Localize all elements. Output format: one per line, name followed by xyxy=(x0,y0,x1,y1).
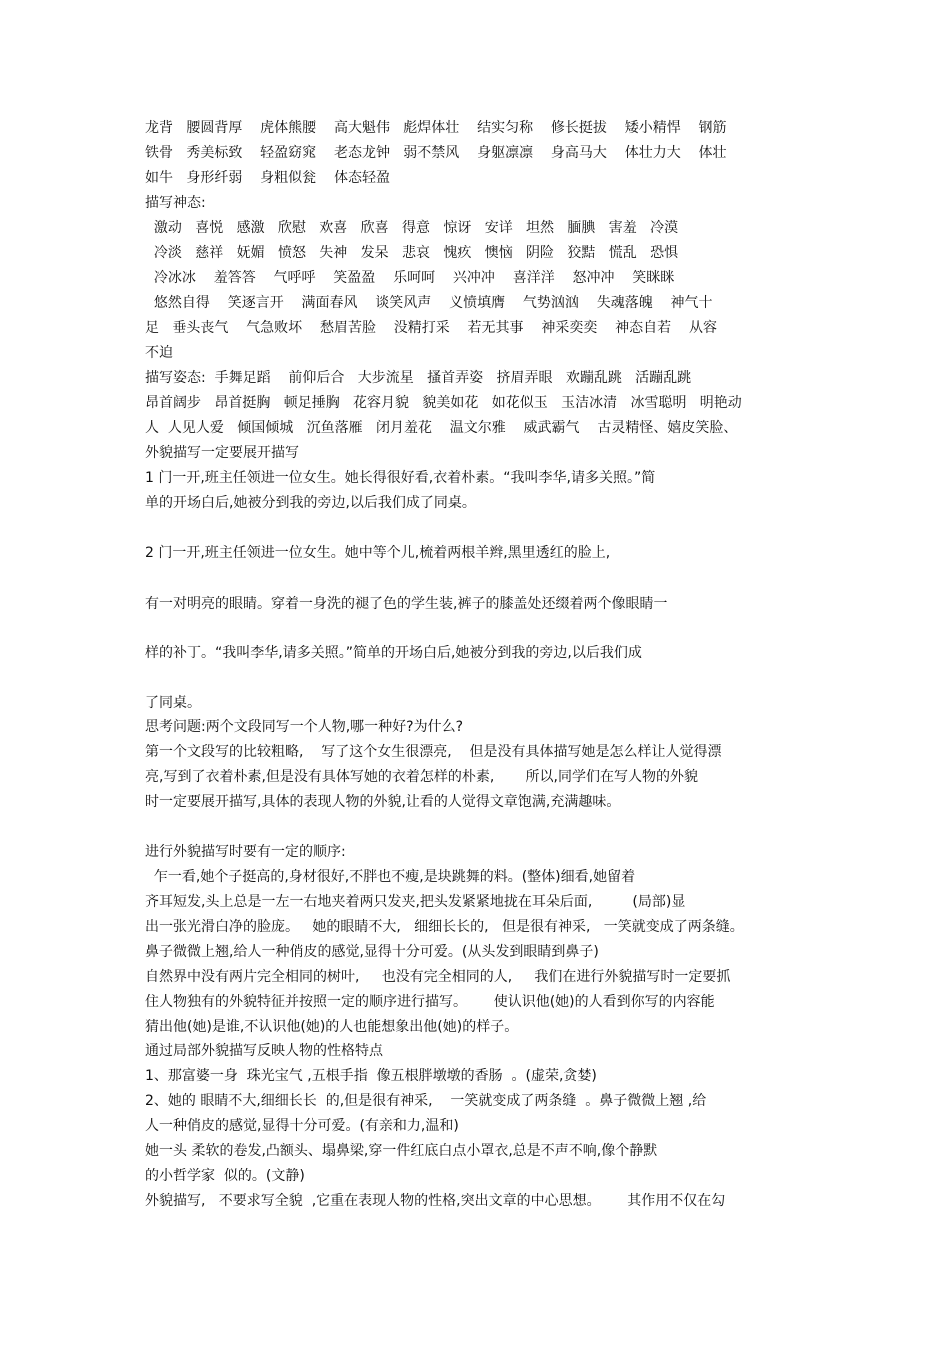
text-line: 单的开场白后,她被分到我的旁边,以后我们成了同桌。 xyxy=(145,495,476,511)
text-line: 人 人见人爱 倾国倾城 沉鱼落雁 闭月羞花 温文尔雅 威武霸气 古灵精怪、嬉皮笑脸、 xyxy=(145,420,738,436)
text-line: 她一头 柔软的卷发,凸额头、塌鼻梁,穿一件红底白点小罩衣,总是不声不响,像个静默 xyxy=(145,1143,658,1159)
text-line: 住人物独有的外貌特征并按照一定的顺序进行描写。 使认识他(她)的人看到你写的内容能 xyxy=(145,994,715,1010)
text-line: 有一对明亮的眼睛。穿着一身洗的褪了色的学生装,裤子的膝盖处还缀着两个像眼睛一 xyxy=(145,596,668,612)
section-heading: 描写神态: xyxy=(145,195,206,211)
text-line: 外貌描写, 不要求写全貌 ,它重在表现人物的性格,突出文章的中心思想。 其作用不仅在勾 xyxy=(145,1193,726,1209)
text-line: 昂首阔步 昂首挺胸 顿足捶胸 花容月貌 貌美如花 如花似玉 玉洁冰清 冰雪聪明 明艳动 xyxy=(145,395,742,411)
text-line: 悠然自得 笑逐言开 满面春风 谈笑风声 义愤填膺 气势汹汹 失魂落魄 神气十 xyxy=(145,295,713,311)
section-heading: 通过局部外貌描写反映人物的性格特点 xyxy=(145,1043,383,1059)
text-line: 不迫 xyxy=(145,345,173,361)
text-line: 时一定要展开描写,具体的表现人物的外貌,让看的人觉得文章饱满,充满趣味。 xyxy=(145,794,621,810)
text-line: 龙背 腰圆背厚 虎体熊腰 高大魁伟 彪焊体壮 结实匀称 修长挺拔 矮小精悍 钢筋 xyxy=(145,120,727,136)
text-line: 冷冰冰 羞答答 气呼呼 笑盈盈 乐呵呵 兴冲冲 喜洋洋 怒冲冲 笑眯眯 xyxy=(145,270,675,286)
question-line: 思考问题:两个文段同写一个人物,哪一种好?为什么? xyxy=(145,719,464,735)
text-line: 足 垂头丧气 气急败坏 愁眉苦脸 没精打采 若无其事 神采奕奕 神态自若 从容 xyxy=(145,320,717,336)
text-line: 猜出他(她)是谁,不认识他(她)的人也能想象出他(她)的样子。 xyxy=(145,1019,519,1035)
text-line: 铁骨 秀美标致 轻盈窈窕 老态龙钟 弱不禁风 身躯凛凛 身高马大 体壮力大 体壮 xyxy=(145,145,727,161)
text-line: 鼻子微微上翘,给人一种俏皮的感觉,显得十分可爱。(从头发到眼睛到鼻子) xyxy=(145,944,599,960)
section-heading: 描写姿态: 手舞足蹈 前仰后合 大步流星 搔首弄姿 挤眉弄眼 欢蹦乱跳 活蹦乱跳 xyxy=(145,370,692,386)
text-line: 人一种俏皮的感觉,显得十分可爱。(有亲和力,温和) xyxy=(145,1118,459,1134)
text-line: 了同桌。 xyxy=(145,695,201,711)
text-line: 激动 喜悦 感激 欣慰 欢喜 欣喜 得意 惊讶 安详 坦然 腼腆 害羞 冷漠 xyxy=(145,220,679,236)
text-line: 出一张光滑白净的脸庞。 她的眼睛不大, 细细长长的, 但是很有神采, 一笑就变成了两条缝。 xyxy=(145,919,744,935)
text-line: 自然界中没有两片完全相同的树叶, 也没有完全相同的人, 我们在进行外貌描写时一定要抓 xyxy=(145,969,731,985)
section-heading: 外貌描写一定要展开描写 xyxy=(145,445,299,461)
text-line: 1、那富婆一身 珠光宝气 ,五根手指 像五根胖墩墩的香肠 。(虚荣,贪婪) xyxy=(145,1068,597,1084)
text-line: 的小哲学家 似的。(文静) xyxy=(145,1168,305,1184)
text-line: 冷淡 慈祥 妩媚 愤怒 失神 发呆 悲哀 愧疚 懊恼 阴险 狡黠 慌乱 恐惧 xyxy=(145,245,679,261)
text-line: 如牛 身形纤弱 身粗似瓮 体态轻盈 xyxy=(145,170,390,186)
section-heading: 进行外貌描写时要有一定的顺序: xyxy=(145,844,346,860)
text-line: 1 门一开,班主任领进一位女生。她长得很好看,衣着朴素。“我叫李华,请多关照。”简 xyxy=(145,470,656,486)
text-line: 亮,写到了衣着朴素,但是没有具体写她的衣着怎样的朴素, 所以,同学们在写人物的外貌 xyxy=(145,769,698,785)
text-line: 2、她的 眼睛不大,细细长长 的,但是很有神采, 一笑就变成了两条缝 。鼻子微微上翘 ,给 xyxy=(145,1093,707,1109)
text-line: 样的补丁。“我叫李华,请多关照。”简单的开场白后,她被分到我的旁边,以后我们成 xyxy=(145,645,642,661)
text-line: 乍一看,她个子挺高的,身材很好,不胖也不瘦,是块跳舞的料。(整体)细看,她留着 xyxy=(145,869,636,885)
text-line: 2 门一开,班主任领进一位女生。她中等个儿,梳着两根羊辫,黑里透红的脸上, xyxy=(145,545,611,561)
text-line: 第一个文段写的比较粗略, 写了这个女生很漂亮, 但是没有具体描写她是怎么样让人觉得漂 xyxy=(145,744,722,760)
text-line: 齐耳短发,头上总是一左一右地夹着两只发夹,把头发紧紧地拢在耳朵后面, (局部)显 xyxy=(145,894,686,910)
